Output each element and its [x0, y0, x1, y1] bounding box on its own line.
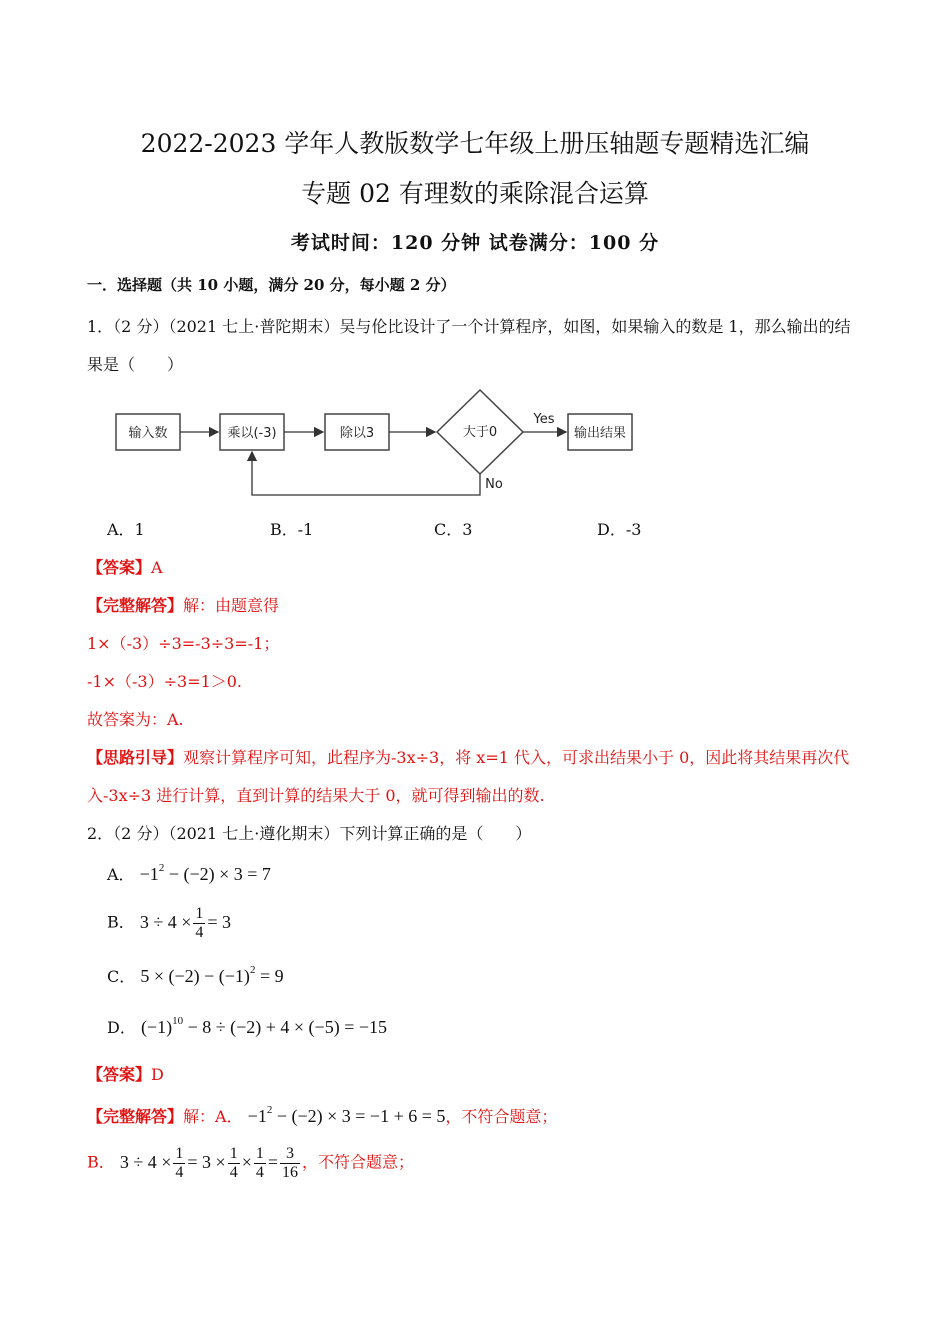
q1-solution-tag: 【完整解答】: [87, 596, 184, 615]
q2-solution-b-verdict: ，不符合题意；: [302, 1152, 415, 1172]
q1-option-a: A．1: [107, 520, 145, 539]
q2-option-b-formula: 3 ÷ 4 × $\frac{1}{4}$ = 3: [139, 905, 232, 941]
q2-option-b: [107, 905, 231, 942]
q2-answer: [87, 1062, 164, 1085]
q1-answer-value: A: [151, 558, 163, 577]
q1-stem-line1: 1．（2 分）（2021 七上·普陀期末）吴与伦比设计了一个计算程序，如图，如果输入的数是 1，那么输出的结: [87, 317, 851, 336]
q2-option-d: [107, 1015, 387, 1038]
flow-input-label: 输入数: [128, 426, 168, 441]
q1-hint-line2: 入-3x÷3 进行计算，直到计算的结果大于 0，就可得到输出的数.: [87, 786, 545, 805]
document-title: 2022-2023 学年人教版数学七年级上册压轴题专题精选汇编: [140, 129, 810, 158]
section-heading: 一．选择题（共 10 小题，满分 20 分，每小题 2 分）: [87, 276, 456, 294]
q1-solution: [87, 593, 279, 616]
q2-option-a: [107, 862, 271, 885]
q1-hint-tag: 【思路引导】: [87, 748, 184, 767]
q2-option-c: [107, 964, 284, 987]
flow-output-label: 输出结果: [573, 426, 627, 441]
q1-stem-line2: 果是（ ）: [87, 355, 184, 374]
q2-solution-tag: 【完整解答】: [87, 1107, 184, 1126]
q1-step1: 1×（-3）÷3=-3÷3=-1；: [87, 634, 280, 653]
flow-multiply-label: 乘以(-3): [227, 426, 277, 441]
q2-solution-a-verdict: ，不符合题意；: [445, 1107, 558, 1126]
q2-solution-a-formula: $-1^2 - (-2) \times 3 = -1 + 6 = 5$: [247, 1104, 446, 1126]
q1-answer: [87, 555, 163, 578]
flow-arrow-no-loop: [252, 452, 480, 495]
flowchart-diagram: [110, 385, 650, 505]
flow-decision-label: 大于0: [462, 425, 498, 440]
q2-solution-b-formula: 3 ÷ 4 × $\frac{1}{4}$ = 3 × $\frac{1}{4}$ × $\frac{1}{4}$ = $\frac{3}{16}$: [119, 1145, 299, 1181]
q2-answer-tag: 【答案】: [87, 1065, 152, 1084]
q2-stem: 2．（2 分）（2021 七上·遵化期末）下列计算正确的是（ ）: [87, 824, 532, 843]
q2-option-d-label: D．: [107, 1018, 136, 1037]
q2-option-c-label: C．: [107, 967, 136, 986]
q1-option-c: C．3: [434, 520, 473, 539]
q2-option-a-formula: $-1^2 - (-2) \times 3 = 7$: [139, 862, 271, 884]
flow-divide-label: 除以3: [339, 426, 375, 441]
q1-conclusion: 故答案为：A.: [87, 710, 184, 729]
q1-option-d: D．-3: [597, 520, 642, 539]
q2-option-d-formula: $(-1)^{10} - 8 \div (-2) + 4 \times (-5) = -15$: [140, 1015, 387, 1037]
q2-option-b-label: B．: [107, 912, 135, 932]
q2-answer-value: D: [151, 1065, 164, 1084]
q1-answer-tag: 【答案】: [87, 558, 152, 577]
q2-solution-b-prefix: B．: [87, 1152, 115, 1172]
q2-option-c-formula: $5 \times (-2) - (-1)^2 = 9$: [140, 964, 284, 986]
flow-yes-label: Yes: [533, 412, 555, 427]
q2-option-a-label: A．: [107, 865, 135, 884]
exam-info: 考试时间：120 分钟 试卷满分：100 分: [290, 232, 660, 254]
q1-step2: -1×（-3）÷3=1＞0.: [87, 672, 243, 691]
q1-hint-text1: 观察计算程序可知，此程序为-3x÷3，将 x=1 代入，可求出结果小于 0，因此将其结果再次代: [183, 748, 850, 767]
q2-solution-prefix: 解：A．: [183, 1107, 243, 1126]
q1-hint-line1: [87, 745, 849, 768]
document-subtitle: 专题 02 有理数的乘除混合运算: [301, 179, 649, 208]
q2-solution-b: [87, 1145, 414, 1182]
flow-no-label: No: [485, 477, 503, 492]
q2-solution-a: [87, 1104, 557, 1127]
q1-solution-intro: 解：由题意得: [183, 596, 280, 615]
q1-option-b: B．-1: [270, 520, 314, 539]
